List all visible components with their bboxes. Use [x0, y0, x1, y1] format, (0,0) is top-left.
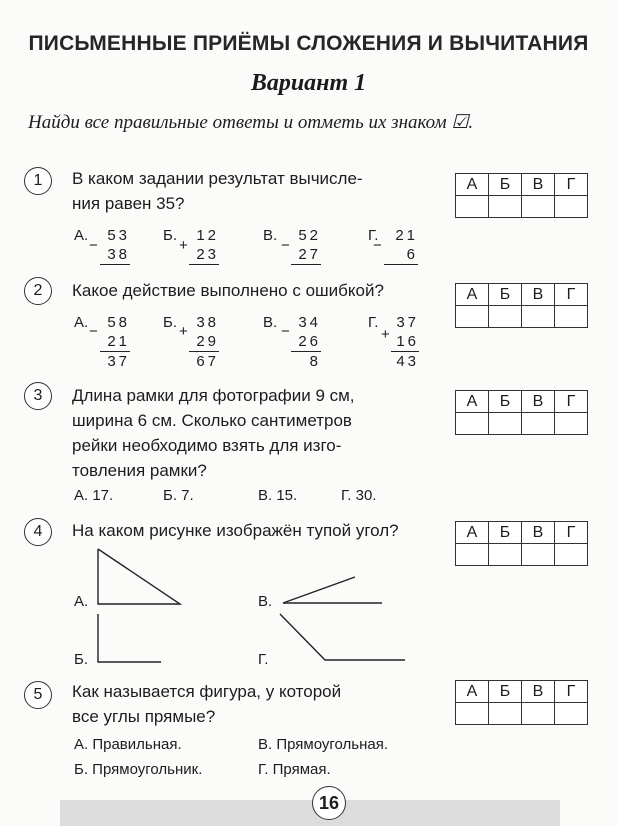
footer-bar: [60, 800, 560, 826]
question-5-line: Как называется фигура, у которой: [72, 682, 342, 701]
angle-g-figure: [280, 614, 405, 660]
question-3-line: Длина рамки для фотографии 9 см,: [72, 386, 355, 405]
operand-bottom: 26: [291, 332, 321, 352]
grid-header-g: Г: [555, 681, 588, 703]
grid-header-g: Г: [555, 522, 588, 544]
question-3-number: 3: [24, 382, 52, 410]
operand-bottom: 27: [291, 245, 321, 265]
angle-a-figure: [98, 549, 180, 604]
grid-header-a: А: [456, 284, 489, 306]
answer-checkbox[interactable]: [555, 703, 588, 725]
question-5-number: 5: [24, 681, 52, 709]
answer-checkbox[interactable]: [456, 703, 489, 725]
grid-header-b: Б: [489, 284, 522, 306]
operation-sign: −: [89, 323, 98, 340]
operand-top: 12: [196, 227, 219, 244]
operand-top: 58: [107, 314, 130, 331]
operand-top: 34: [298, 314, 321, 331]
result: 37: [107, 353, 130, 370]
question-4-line: На каком рисунке изображён тупой угол?: [72, 521, 399, 540]
figure-label-b: Б.: [74, 651, 89, 668]
result: 43: [396, 353, 419, 370]
page-number: 16: [312, 786, 346, 820]
operand-bottom: 38: [100, 245, 130, 265]
grid-header-a: А: [456, 522, 489, 544]
question-2-line: Какое действие выполнено с ошибкой?: [72, 281, 384, 300]
angle-v-ray-2: [283, 577, 355, 603]
operand-top: 37: [396, 314, 419, 331]
grid-header-g: Г: [555, 284, 588, 306]
answer-grid-q5: [455, 680, 588, 725]
operand-bottom: 23: [189, 245, 219, 265]
operation-sign: −: [373, 237, 382, 254]
grid-header-b: Б: [489, 391, 522, 413]
grid-header-g: Г: [555, 391, 588, 413]
grid-header-v: В: [522, 174, 555, 196]
question-1-line: ния равен 35?: [72, 194, 185, 213]
operand-bottom: 29: [189, 332, 219, 352]
operation-sign: +: [179, 237, 188, 254]
grid-header-v: В: [522, 284, 555, 306]
answer-option: А. 17.: [74, 487, 114, 504]
operation-sign: −: [281, 237, 290, 254]
answer-option: Б. 7.: [163, 487, 194, 504]
operand-top: 53: [107, 227, 130, 244]
operand-bottom: 21: [100, 332, 130, 352]
option-label: Б.: [163, 227, 178, 244]
result: 67: [196, 353, 219, 370]
option-label: А.: [74, 314, 89, 331]
answer-option: В. Прямоугольная.: [258, 736, 389, 753]
answer-option: А. Правильная.: [74, 736, 182, 753]
option-label: Г.: [368, 314, 379, 331]
question-1-line: В каком задании результат вычисле-: [72, 169, 363, 188]
operation-sign: −: [281, 323, 290, 340]
variant-heading: Вариант 1: [250, 70, 367, 96]
question-3-line: товления рамки?: [72, 461, 207, 480]
operand-top: 52: [298, 227, 321, 244]
question-2-number: 2: [24, 277, 52, 305]
option-label: В.: [263, 227, 278, 244]
answer-option: Г. 30.: [341, 487, 377, 504]
grid-header-b: Б: [489, 174, 522, 196]
option-label: Б.: [163, 314, 178, 331]
question-5-line: все углы прямые?: [72, 707, 216, 726]
question-3-line: рейки необходимо взять для изго-: [72, 436, 342, 455]
grid-header-g: Г: [555, 174, 588, 196]
operand-bottom: 16: [391, 332, 419, 352]
option-label: А.: [74, 227, 89, 244]
operand-bottom: 6: [384, 245, 418, 265]
grid-header-b: Б: [489, 681, 522, 703]
grid-header-b: Б: [489, 522, 522, 544]
figure-label-a: А.: [74, 593, 89, 610]
question-3-line: ширина 6 см. Сколько сантиметров: [72, 411, 352, 430]
grid-header-v: В: [522, 681, 555, 703]
figure-label-g: Г.: [258, 651, 269, 668]
answer-option: Б. Прямоугольник.: [74, 761, 203, 778]
page-title: ПИСЬМЕННЫЕ ПРИЁМЫ СЛОЖЕНИЯ И ВЫЧИТАНИЯ: [28, 32, 589, 55]
operand-top: 21: [395, 227, 418, 244]
figure-label-v: В.: [258, 593, 273, 610]
grid-header-a: А: [456, 681, 489, 703]
answer-option: В. 15.: [258, 487, 298, 504]
question-1-number: 1: [24, 167, 52, 195]
answer-checkbox[interactable]: [489, 703, 522, 725]
answer-option: Г. Прямая.: [258, 761, 331, 778]
question-5-text: [72, 679, 341, 729]
answer-checkbox[interactable]: [522, 703, 555, 725]
operation-sign: +: [179, 323, 188, 340]
operation-sign: −: [89, 237, 98, 254]
grid-header-a: А: [456, 174, 489, 196]
angle-b-figure: [98, 614, 161, 662]
option-label: В.: [263, 314, 278, 331]
grid-header-a: А: [456, 391, 489, 413]
instruction-text: Найди все правильные ответы и отметь их знаком ☑.: [28, 112, 474, 133]
result: 8: [309, 353, 321, 370]
operand-top: 38: [196, 314, 219, 331]
operation-sign: +: [381, 326, 390, 343]
question-4-number: 4: [24, 518, 52, 546]
option-label: Г.: [368, 227, 379, 244]
grid-header-v: В: [522, 391, 555, 413]
grid-header-v: В: [522, 522, 555, 544]
